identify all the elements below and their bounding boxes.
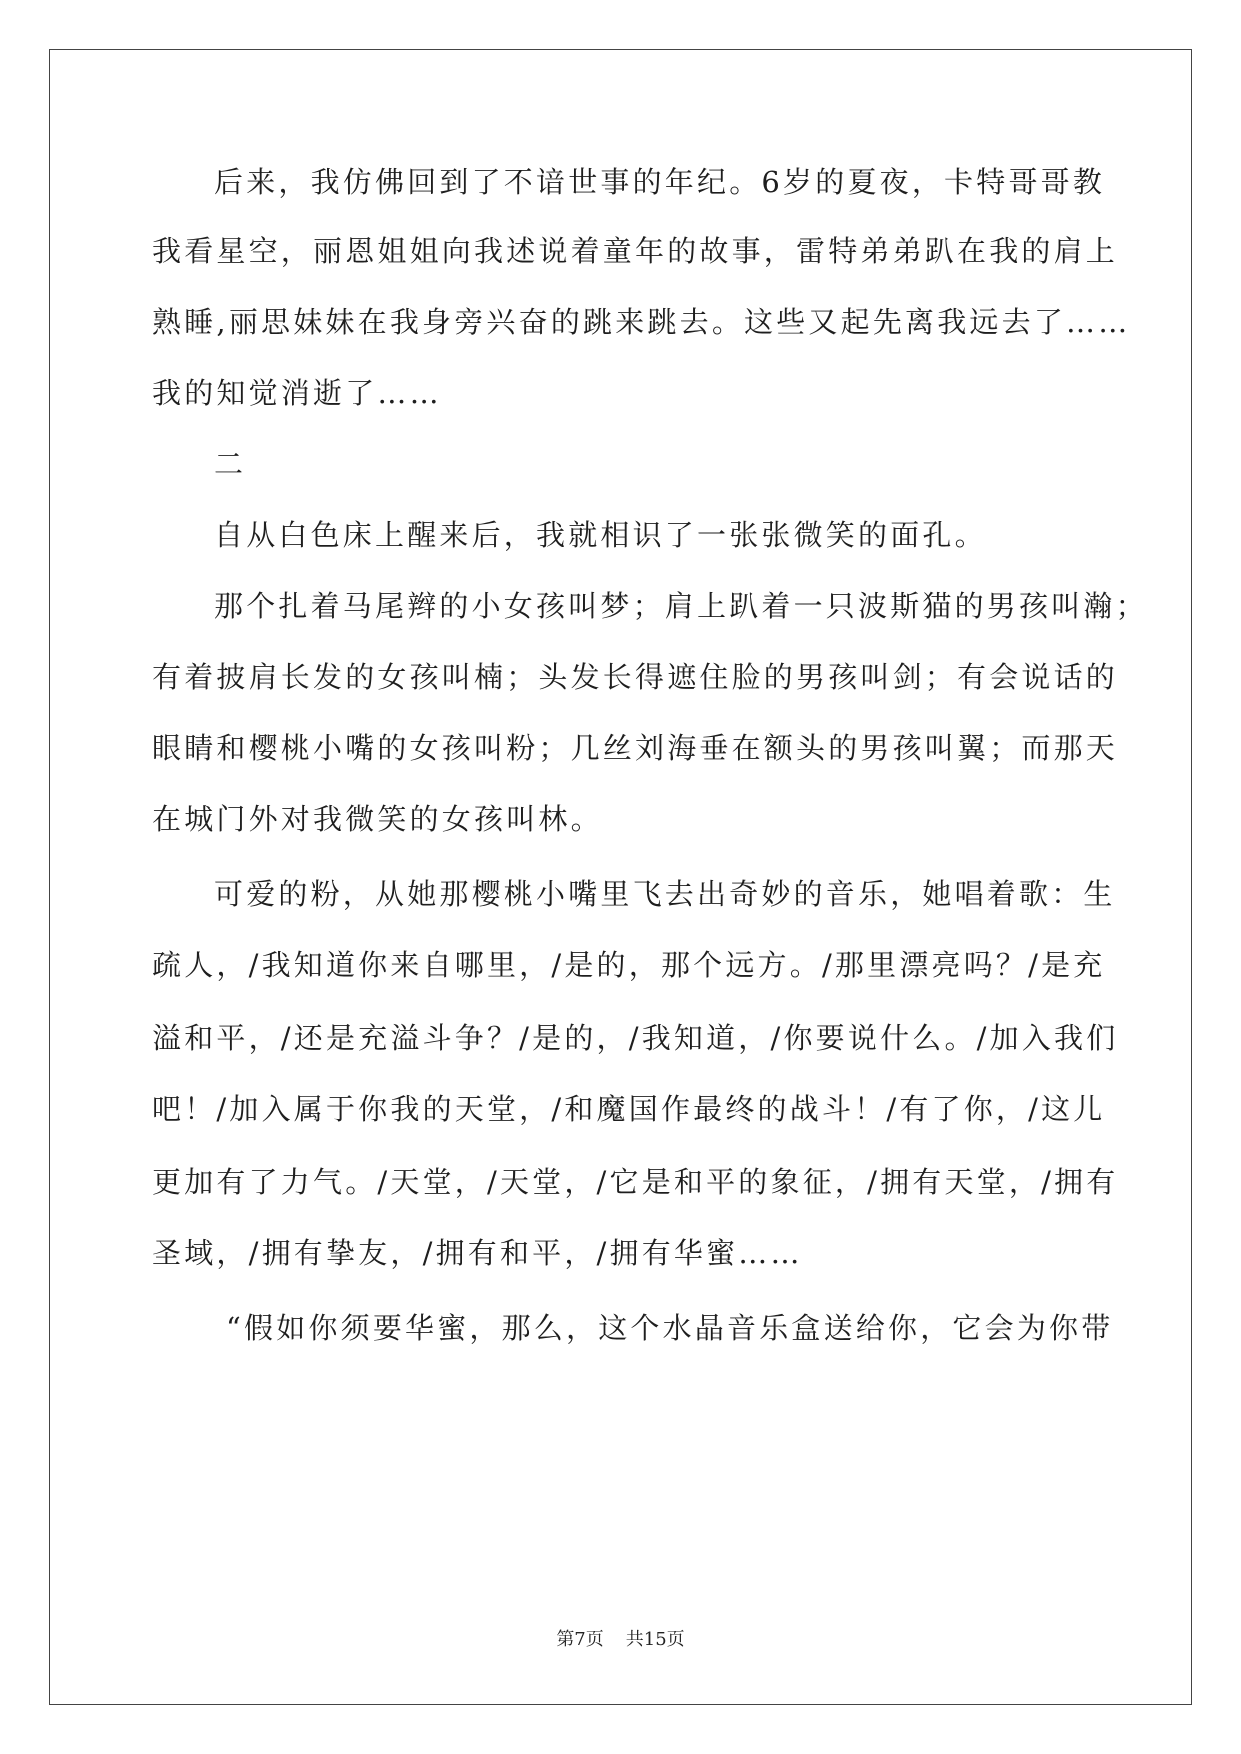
paragraph-line: 更加有了力气。/天堂，/天堂，/它是和平的象征，/拥有天堂，/拥有 bbox=[152, 1165, 1119, 1199]
paragraph-line: 有着披肩长发的女孩叫楠；头发长得遮住脸的男孩叫剑；有会说话的 bbox=[152, 660, 1119, 694]
paragraph-line: 自从白色床上醒来后，我就相识了一张张微笑的面孔。 bbox=[214, 518, 987, 552]
paragraph-line: 熟睡,丽思妹妹在我身旁兴奋的跳来跳去。这些又起先离我远去了…… bbox=[152, 305, 1131, 339]
paragraph-line: 眼睛和樱桃小嘴的女孩叫粉；几丝刘海垂在额头的男孩叫翼；而那天 bbox=[152, 731, 1119, 765]
paragraph-line: 我的知觉消逝了…… bbox=[152, 376, 442, 410]
paragraph-line: “假如你须要华蜜，那么，这个水晶音乐盒送给你，它会为你带 bbox=[226, 1311, 1114, 1345]
page-total: 共15页 bbox=[625, 1629, 685, 1650]
paragraph-line: 溢和平，/还是充溢斗争？/是的，/我知道，/你要说什么。/加入我们 bbox=[152, 1021, 1119, 1055]
page-number: 第7页 bbox=[556, 1629, 604, 1650]
paragraph-line: 我看星空，丽恩姐姐向我述说着童年的故事，雷特弟弟趴在我的肩上 bbox=[152, 234, 1119, 268]
paragraph-line: 圣域，/拥有挚友，/拥有和平，/拥有华蜜…… bbox=[152, 1236, 803, 1270]
paragraph-line: 在城门外对我微笑的女孩叫林。 bbox=[152, 802, 603, 836]
section-heading: 二 bbox=[214, 447, 247, 481]
paragraph-line: 那个扎着马尾辫的小女孩叫梦；肩上趴着一只波斯猫的男孩叫瀚； bbox=[214, 589, 1148, 623]
paragraph-line: 后来，我仿佛回到了不谙世事的年纪。6岁的夏夜，卡特哥哥教 bbox=[214, 165, 1106, 199]
paragraph-line: 疏人，/我知道你来自哪里，/是的，那个远方。/那里漂亮吗？/是充 bbox=[152, 948, 1106, 982]
page-footer bbox=[0, 1628, 1241, 1652]
paragraph-line: 可爱的粉，从她那樱桃小嘴里飞去出奇妙的音乐，她唱着歌：生 bbox=[214, 877, 1116, 911]
paragraph-line: 吧！/加入属于你我的天堂，/和魔国作最终的战斗！/有了你，/这儿 bbox=[152, 1092, 1106, 1126]
